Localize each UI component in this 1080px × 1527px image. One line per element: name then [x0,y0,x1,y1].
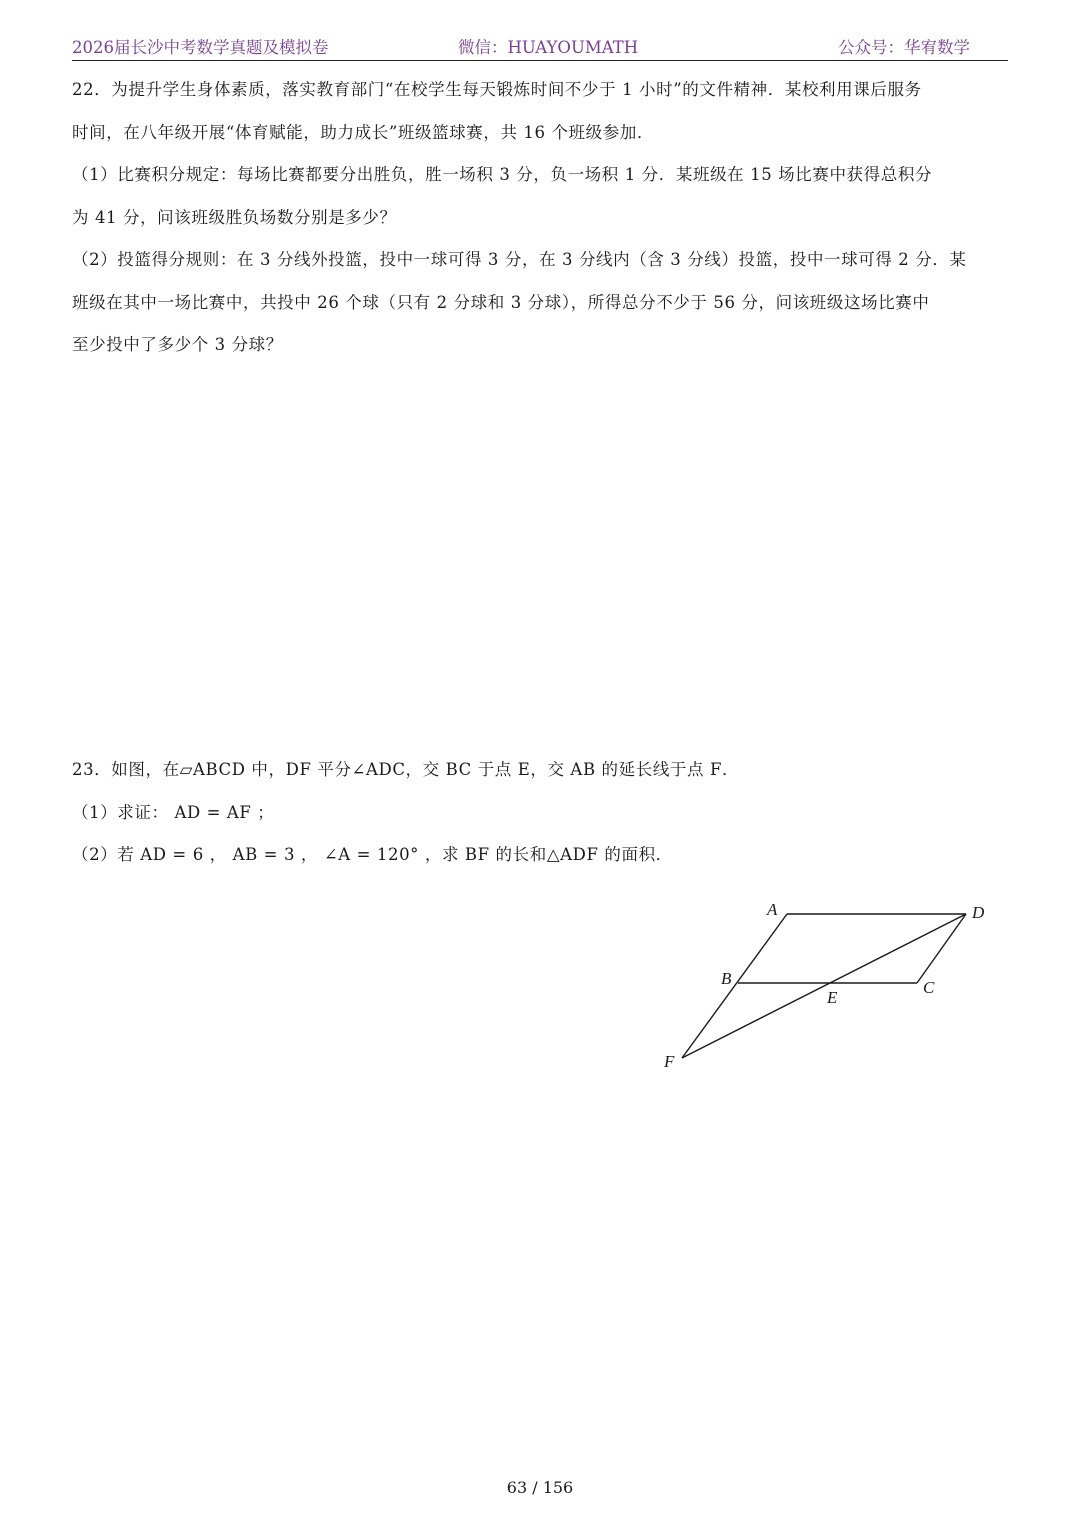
q22-line-6: 班级在其中一场比赛中，共投中 26 个球（只有 2 分球和 3 分球），所得总分不少于 56 分，问该班级这场比赛中 [72,293,930,312]
label-D: D [972,903,985,922]
segment-DC [917,914,966,983]
header-right: 公众号：华宥数学 [838,38,970,57]
q22-line-3: （1）比赛积分规定：每场比赛都要分出胜负，胜一场积 3 分，负一场积 1 分．某班级在 15 场比赛中获得总积分 [72,165,933,184]
header-left: 2026届长沙中考数学真题及模拟卷 [72,38,329,57]
label-C: C [923,978,935,997]
q23-line-1: 23．如图，在▱ABCD 中，DF 平分∠ADC，交 BC 于点 E，交 AB 的延长线于点 F． [72,760,740,779]
q22-line-4: 为 41 分，问该班级胜负场数分别是多少？ [72,208,397,227]
label-E: E [827,988,838,1007]
q22-line-2: 时间，在八年级开展“体育赋能，助力成长”班级篮球赛，共 16 个班级参加． [72,123,655,142]
label-B: B [721,969,732,988]
header-divider [72,60,1008,61]
label-A: A [767,900,778,919]
page-number: 63 / 156 [506,1478,574,1497]
q22-line-7: 至少投中了多少个 3 分球？ [72,335,283,354]
q22-line-1: 22．为提升学生身体素质，落实教育部门“在校学生每天锻炼时间不少于 1 小时”的文件精神．某校利用课后服务 [72,80,922,99]
label-F: F [664,1052,675,1071]
segment-AF [682,914,787,1058]
q23-line-3: （2）若 AD = 6 ， AB = 3 ， ∠A = 120° ，求 BF 的长和△ADF 的面积． [72,845,673,864]
header-center: 微信：HUAYOUMATH [458,38,639,57]
q23-line-2: （1）求证： AD = AF ； [72,803,275,822]
q22-line-5: （2）投篮得分规则：在 3 分线外投篮，投中一球可得 3 分，在 3 分线内（含 3 分线）投篮，投中一球可得 2 分．某 [72,250,967,269]
segment-DF [682,914,966,1058]
